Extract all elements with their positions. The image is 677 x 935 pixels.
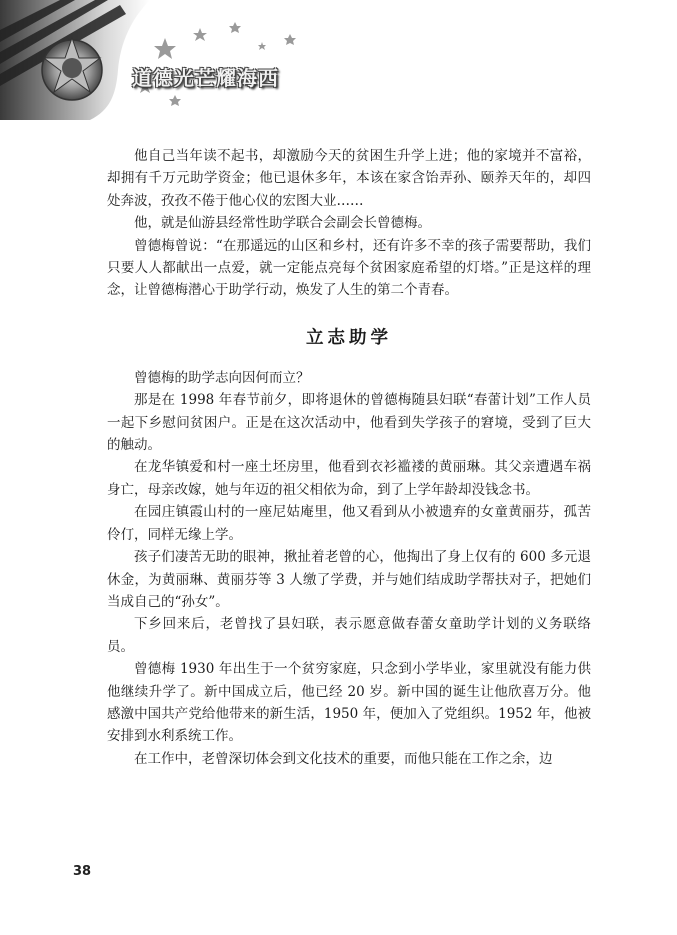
page-number: 38 [73, 864, 92, 879]
page-header [0, 0, 330, 120]
paragraph: 下乡回来后，老曾找了县妇联，表示愿意做春蕾女童助学计划的义务联络员。 [107, 616, 591, 655]
header-title: 道德光芒耀海西 [132, 66, 279, 90]
paragraph: 曾德梅的助学志向因何而立？ [134, 369, 310, 386]
paragraph: 曾德梅 1930 年出生于一个贫穷家庭，只念到小学毕业，家里就没有能力供他继续升学了。新中国成立后，他已经 20 岁。新中国的诞生让他欣喜万分。他感激中国共产党给他带来的新生活，1950 年，便加入了党组织。1952 年，他被安排到水利系统工作。 [107, 661, 591, 745]
paragraph: 他自己当年读不起书，却激励今天的贫困生升学上进；他的家境并不富裕，却拥有千万元助学资金；他已退休多年，本该在家含饴弄孙、颐养天年的，却四处奔波，孜孜不倦于他心仪的宏图大业…… [107, 148, 591, 209]
paragraph: 那是在 1998 年春节前夕，即将退休的曾德梅随县妇联“春蕾计划”工作人员一起下乡慰问贫困户。正是在这次活动中，他看到失学孩子的窘境，受到了巨大的触动。 [107, 392, 591, 454]
article-body [107, 145, 591, 770]
paragraph: 在园庄镇霞山村的一座尼姑庵里，他又看到从小被遗弃的女童黄丽芬，孤苦伶仃，同样无缘上学。 [107, 504, 591, 543]
paragraph: 在龙华镇爱和村一座土坯房里，他看到衣衫褴褛的黄丽琳。其父亲遭遇车祸身亡，母亲改嫁，她与年迈的祖父相依为命，到了上学年龄却没钱念书。 [107, 459, 591, 498]
medal-emblem-icon [0, 0, 330, 120]
paragraph: 曾德梅曾说：“在那遥远的山区和乡村，还有许多不幸的孩子需要帮助，我们只要人人都献出一点爱，就一定能点亮每个贫困家庭希望的灯塔。”正是这样的理念，让曾德梅潜心于助学行动，焕发了人生的第二个青春。 [107, 237, 591, 299]
section-title: 立志助学 [306, 327, 392, 348]
paragraph: 他，就是仙游县经常性助学联合会副会长曾德梅。 [134, 215, 431, 232]
paragraph: 孩子们凄苦无助的眼神，揪扯着老曾的心，他掏出了身上仅有的 600 多元退休金，为黄丽琳、黄丽芬等 3 人缴了学费，并与她们结成助学帮扶对子，把她们当成自己的“孙女”。 [107, 549, 591, 610]
paragraph: 在工作中，老曾深切体会到文化技术的重要，而他只能在工作之余，边 [134, 750, 553, 767]
